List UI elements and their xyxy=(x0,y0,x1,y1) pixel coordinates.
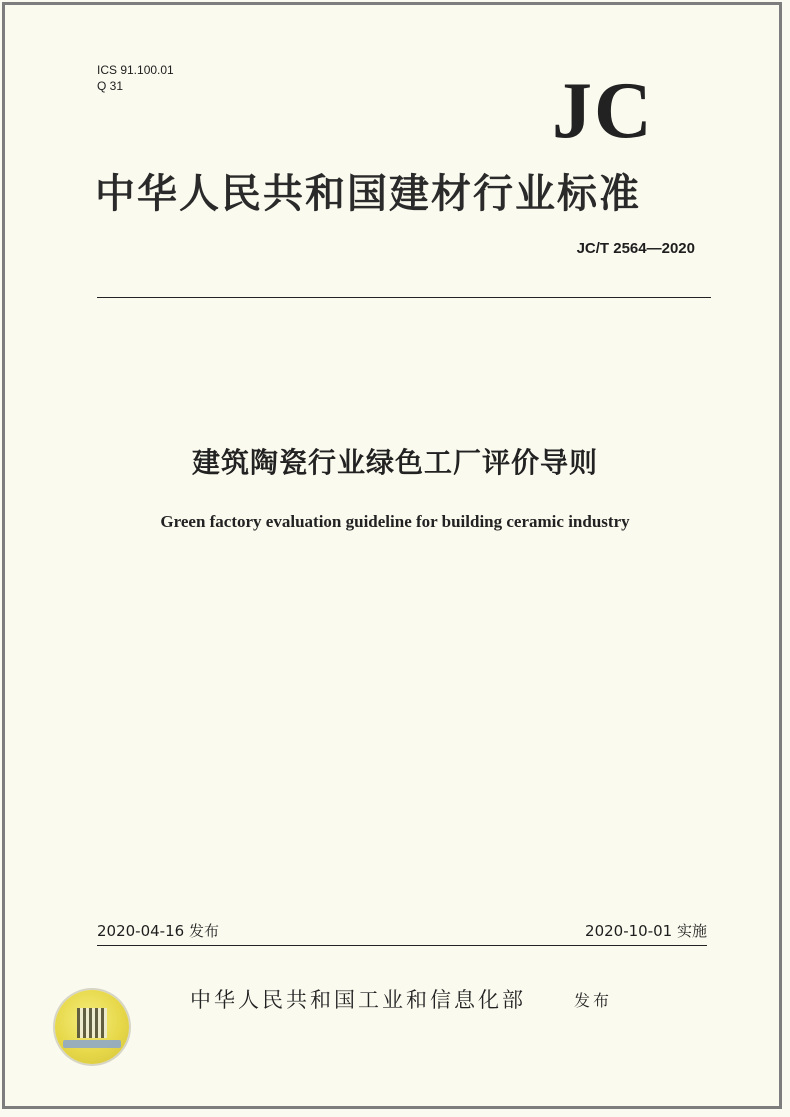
issuing-authority: 中华人民共和国工业和信息化部 xyxy=(190,988,526,1012)
seal-band xyxy=(63,1040,121,1048)
implementation-date: 2020-10-01 实施 xyxy=(585,922,707,940)
footer-divider xyxy=(97,945,707,946)
anti-counterfeit-seal-icon xyxy=(55,990,129,1064)
header-divider xyxy=(97,297,711,298)
standard-number: JC/T 2564—2020 xyxy=(576,240,695,257)
document-title-chinese: 建筑陶瓷行业绿色工厂评价导则 xyxy=(191,446,598,479)
ics-code: ICS 91.100.01 xyxy=(97,63,174,77)
standard-category: 中华人民共和国建材行业标准 xyxy=(95,170,641,217)
qr-code-icon xyxy=(77,1008,107,1038)
classification-codes xyxy=(97,62,174,94)
issue-date: 2020-04-16 发布 xyxy=(97,922,219,940)
issue-label: 发布 xyxy=(574,991,613,1010)
jc-logo: JC xyxy=(552,67,654,155)
document-title-english: Green factory evaluation guideline for building ceramic industry xyxy=(160,512,630,531)
ccs-code: Q 31 xyxy=(97,79,124,93)
